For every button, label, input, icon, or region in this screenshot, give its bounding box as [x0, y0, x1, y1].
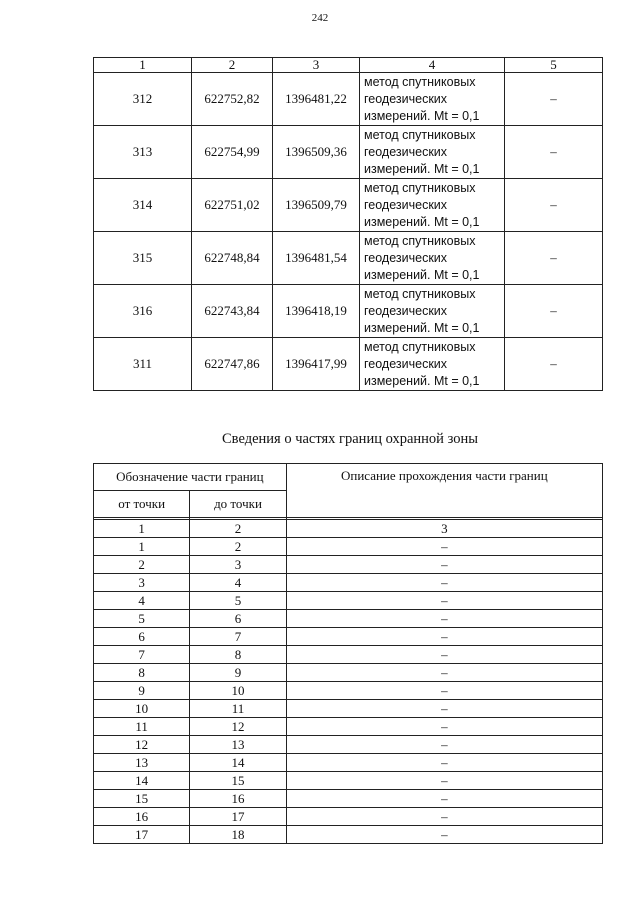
boundary-parts-table-body: [94, 538, 603, 844]
table-row: [94, 232, 603, 285]
from-point-cell: 5: [94, 610, 190, 628]
method-line: геодезических: [364, 91, 448, 106]
to-point-cell: 16: [190, 790, 286, 808]
method-cell: [360, 338, 505, 391]
point-cell: 311: [94, 338, 192, 391]
note-cell: –: [505, 179, 603, 232]
from-point-cell: 15: [94, 790, 190, 808]
method-line: измерений. Mt = 0,1: [364, 320, 480, 335]
y-coordinate-cell: 1396481,22: [273, 73, 360, 126]
note-cell: –: [505, 338, 603, 391]
description-cell: –: [286, 664, 602, 682]
section-title: Сведения о частях границ охранной зоны: [222, 431, 478, 447]
description-cell: –: [286, 736, 602, 754]
table-row: [94, 826, 603, 844]
description-cell: –: [286, 574, 602, 592]
method-line: геодезических: [364, 303, 448, 318]
from-point-cell: 10: [94, 700, 190, 718]
method-line: измерений. Mt = 0,1: [364, 373, 480, 388]
method-line: измерений. Mt = 0,1: [364, 214, 480, 229]
description-cell: –: [286, 538, 602, 556]
table-row: [94, 73, 603, 126]
table-row: [94, 754, 603, 772]
coordinates-table-body: [94, 73, 603, 391]
to-point-cell: 12: [190, 718, 286, 736]
point-cell: 315: [94, 232, 192, 285]
to-point-cell: 6: [190, 610, 286, 628]
to-point-cell: 18: [190, 826, 286, 844]
description-cell: –: [286, 628, 602, 646]
from-point-cell: 9: [94, 682, 190, 700]
to-point-cell: 17: [190, 808, 286, 826]
description-cell: –: [286, 772, 602, 790]
from-point-cell: 2: [94, 556, 190, 574]
boundary-parts-table: [93, 463, 603, 844]
to-point-cell: 5: [190, 592, 286, 610]
x-coordinate-cell: 622752,82: [192, 73, 273, 126]
numbering-cell-3: 3: [286, 520, 602, 538]
method-cell: [360, 73, 505, 126]
method-cell: [360, 232, 505, 285]
table-row: [94, 772, 603, 790]
method-line: геодезических: [364, 197, 448, 212]
y-coordinate-cell: 1396417,99: [273, 338, 360, 391]
description-cell: –: [286, 556, 602, 574]
y-coordinate-cell: 1396509,79: [273, 179, 360, 232]
note-cell: –: [505, 285, 603, 338]
table-row: [94, 338, 603, 391]
from-point-cell: 4: [94, 592, 190, 610]
x-coordinate-cell: 622748,84: [192, 232, 273, 285]
description-cell: –: [286, 610, 602, 628]
table-row: [94, 179, 603, 232]
from-point-cell: 13: [94, 754, 190, 772]
description-cell: –: [286, 826, 602, 844]
to-point-cell: 14: [190, 754, 286, 772]
boundary-parts-header-row-1: [94, 464, 603, 491]
table-row: [94, 126, 603, 179]
col-header-5: 5: [505, 58, 603, 73]
coordinates-table: [93, 57, 603, 391]
header-boundary-description: Описание прохождения части границ: [286, 464, 602, 518]
description-cell: –: [286, 682, 602, 700]
to-point-cell: 2: [190, 538, 286, 556]
to-point-cell: 3: [190, 556, 286, 574]
method-line: измерений. Mt = 0,1: [364, 267, 480, 282]
method-line: метод спутниковых: [364, 180, 476, 195]
numbering-cell-1: 1: [94, 520, 190, 538]
table-row: [94, 574, 603, 592]
column-numbering-row: [94, 520, 603, 538]
table-row: [94, 610, 603, 628]
table-row: [94, 700, 603, 718]
description-cell: –: [286, 718, 602, 736]
from-point-cell: 12: [94, 736, 190, 754]
table-row: [94, 538, 603, 556]
table-row: [94, 556, 603, 574]
method-line: измерений. Mt = 0,1: [364, 108, 480, 123]
note-cell: –: [505, 126, 603, 179]
page-number: 242: [311, 12, 329, 24]
point-cell: 312: [94, 73, 192, 126]
x-coordinate-cell: 622751,02: [192, 179, 273, 232]
from-point-cell: 6: [94, 628, 190, 646]
method-cell: [360, 126, 505, 179]
table-row: [94, 646, 603, 664]
col-header-4: 4: [360, 58, 505, 73]
description-cell: –: [286, 754, 602, 772]
method-line: метод спутниковых: [364, 286, 476, 301]
note-cell: –: [505, 232, 603, 285]
from-point-cell: 8: [94, 664, 190, 682]
y-coordinate-cell: 1396481,54: [273, 232, 360, 285]
table-row: [94, 808, 603, 826]
y-coordinate-cell: 1396509,36: [273, 126, 360, 179]
description-cell: –: [286, 790, 602, 808]
method-line: метод спутниковых: [364, 233, 476, 248]
method-line: метод спутниковых: [364, 74, 476, 89]
x-coordinate-cell: 622754,99: [192, 126, 273, 179]
x-coordinate-cell: 622743,84: [192, 285, 273, 338]
table-row: [94, 628, 603, 646]
col-header-3: 3: [273, 58, 360, 73]
method-cell: [360, 179, 505, 232]
col-header-2: 2: [192, 58, 273, 73]
point-cell: 313: [94, 126, 192, 179]
method-line: геодезических: [364, 144, 448, 159]
table-row: [94, 790, 603, 808]
method-line: геодезических: [364, 356, 448, 371]
table-row: [94, 285, 603, 338]
method-line: измерений. Mt = 0,1: [364, 161, 480, 176]
table-row: [94, 664, 603, 682]
method-cell: [360, 285, 505, 338]
to-point-cell: 4: [190, 574, 286, 592]
description-cell: –: [286, 808, 602, 826]
method-line: геодезических: [364, 250, 448, 265]
method-line: метод спутниковых: [364, 339, 476, 354]
from-point-cell: 16: [94, 808, 190, 826]
y-coordinate-cell: 1396418,19: [273, 285, 360, 338]
from-point-cell: 3: [94, 574, 190, 592]
to-point-cell: 9: [190, 664, 286, 682]
header-to-point: до точки: [190, 491, 286, 518]
point-cell: 314: [94, 179, 192, 232]
table-row: [94, 682, 603, 700]
description-cell: –: [286, 592, 602, 610]
from-point-cell: 1: [94, 538, 190, 556]
from-point-cell: 17: [94, 826, 190, 844]
to-point-cell: 15: [190, 772, 286, 790]
from-point-cell: 14: [94, 772, 190, 790]
to-point-cell: 7: [190, 628, 286, 646]
from-point-cell: 11: [94, 718, 190, 736]
to-point-cell: 13: [190, 736, 286, 754]
numbering-cell-2: 2: [190, 520, 286, 538]
header-from-point: от точки: [94, 491, 190, 518]
to-point-cell: 8: [190, 646, 286, 664]
note-cell: –: [505, 73, 603, 126]
table-row: [94, 718, 603, 736]
description-cell: –: [286, 646, 602, 664]
from-point-cell: 7: [94, 646, 190, 664]
to-point-cell: 10: [190, 682, 286, 700]
method-line: метод спутниковых: [364, 127, 476, 142]
header-boundary-part-designation: Обозначение части границ: [94, 464, 287, 491]
description-cell: –: [286, 700, 602, 718]
to-point-cell: 11: [190, 700, 286, 718]
table-row: [94, 736, 603, 754]
table-row: [94, 592, 603, 610]
coordinates-table-header: [94, 58, 603, 73]
x-coordinate-cell: 622747,86: [192, 338, 273, 391]
point-cell: 316: [94, 285, 192, 338]
col-header-1: 1: [94, 58, 192, 73]
